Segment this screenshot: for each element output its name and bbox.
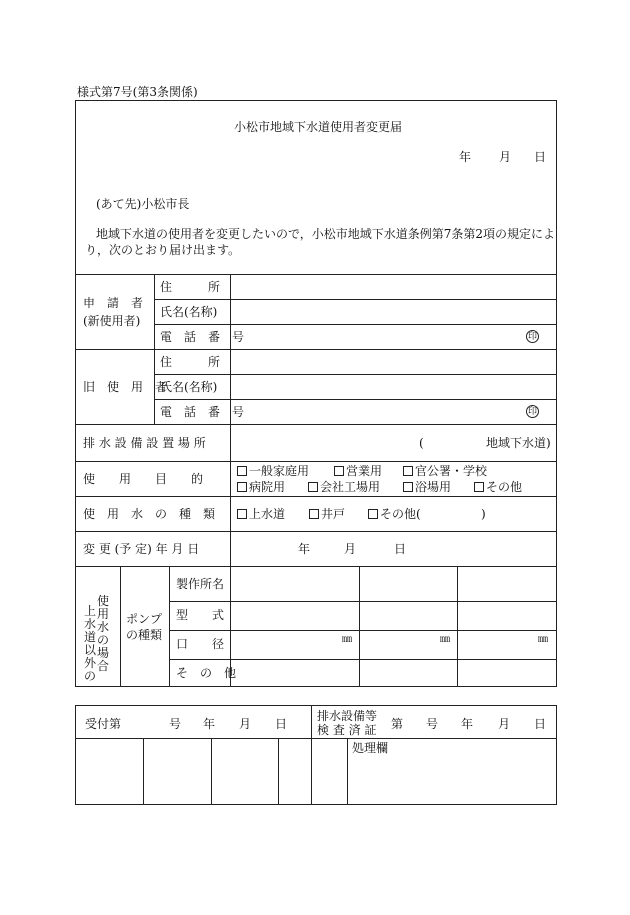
non-tap-label-col-2: 上 水 道 以 外 の xyxy=(84,604,97,683)
water-type-close-paren: ) xyxy=(481,507,486,521)
drainage-location-suffix: 地域下水道) xyxy=(486,436,551,450)
water-type-option-other[interactable]: その他( xyxy=(368,508,421,520)
body-text-2: り，次のとおり届け出ます。 xyxy=(85,243,241,257)
purpose-option-government[interactable]: 官公署・学校 xyxy=(403,465,487,477)
date-month: 月 xyxy=(499,150,512,164)
former-user-address-label: 住 所 xyxy=(160,355,221,369)
inspection-no: 号 xyxy=(426,717,439,731)
change-date-day: 日 xyxy=(394,542,407,556)
form-title: 小松市地域下水道使用者変更届 xyxy=(234,120,403,134)
inspection-label-1: 排水設備等 xyxy=(317,709,378,723)
diameter-unit-3: ㎜ xyxy=(538,634,548,645)
applicant-phone-label: 電 話 番 号 xyxy=(160,330,245,344)
pump-manufacturer-label: 製作所名 xyxy=(176,577,225,591)
inspection-day: 日 xyxy=(534,717,547,731)
receipt-day: 日 xyxy=(275,717,288,731)
change-date-year: 年 xyxy=(298,542,311,556)
applicant-label-1: 申 請 者 xyxy=(83,296,144,310)
receipt-label: 受付第 xyxy=(85,717,122,731)
date-year: 年 xyxy=(459,150,472,164)
water-type-option-well[interactable]: 井戸 xyxy=(309,508,345,520)
pump-label-1: ポンプ xyxy=(126,612,163,626)
diameter-unit-2: ㎜ xyxy=(440,634,450,645)
applicant-label-2: (新使用者) xyxy=(83,314,141,328)
applicant-name-label: 氏名(名称) xyxy=(160,305,218,319)
former-user-seal-icon: 印 xyxy=(527,407,537,417)
purpose-option-hospital[interactable]: 病院用 xyxy=(237,481,285,493)
purpose-option-business[interactable]: 営業用 xyxy=(334,465,382,477)
receipt-month: 月 xyxy=(239,717,252,731)
body-text-1: 地域下水道の使用者を変更したいので，小松市地域下水道条例第7条第2項の規定によ xyxy=(96,227,556,241)
change-date-label: 変 更 (予 定) 年 月 日 xyxy=(83,542,200,556)
purpose-option-other[interactable]: その他 xyxy=(474,481,522,493)
former-user-name-label: 氏名(名称) xyxy=(160,380,218,394)
inspection-label-2: 検 査 済 証 xyxy=(317,723,377,737)
main-form xyxy=(75,100,557,687)
change-date-month: 月 xyxy=(344,542,357,556)
purpose-option-factory[interactable]: 会社工場用 xyxy=(308,481,380,493)
form-number: 様式第7号(第3条関係) xyxy=(77,85,198,99)
pump-other-label: そ の 他 xyxy=(176,666,237,680)
inspection-month: 月 xyxy=(498,717,511,731)
receipt-box xyxy=(75,705,557,805)
former-user-label: 旧 使 用 者 xyxy=(83,380,168,394)
former-user-phone-label: 電 話 番 号 xyxy=(160,405,245,419)
date-day: 日 xyxy=(534,150,547,164)
water-type-option-tap[interactable]: 上水道 xyxy=(237,508,285,520)
pump-label-2: の種類 xyxy=(126,628,163,642)
receipt-no: 号 xyxy=(169,717,182,731)
inspection-prefix: 第 xyxy=(391,717,404,731)
water-type-label: 使 用 水 の 種 類 xyxy=(83,507,216,521)
drainage-location-paren: ( xyxy=(419,436,424,450)
diameter-unit-1: ㎜ xyxy=(342,634,352,645)
non-tap-label-col-1: 使 用 水 の 場 合 xyxy=(97,594,110,673)
purpose-label: 使 用 目 的 xyxy=(83,472,204,486)
drainage-location-label: 排 水 設 備 設 置 場 所 xyxy=(83,436,206,450)
purpose-option-household[interactable]: 一般家庭用 xyxy=(237,465,309,477)
pump-model-label: 型 式 xyxy=(176,608,225,622)
applicant-seal-icon: 印 xyxy=(527,332,537,342)
receipt-year: 年 xyxy=(203,717,216,731)
inspection-year: 年 xyxy=(461,717,474,731)
pump-diameter-label: 口 径 xyxy=(176,637,225,651)
addressee: (あて先)小松市長 xyxy=(96,197,190,211)
purpose-option-bath[interactable]: 浴場用 xyxy=(403,481,451,493)
applicant-address-label: 住 所 xyxy=(160,280,221,294)
processing-label: 処理欄 xyxy=(352,741,389,755)
